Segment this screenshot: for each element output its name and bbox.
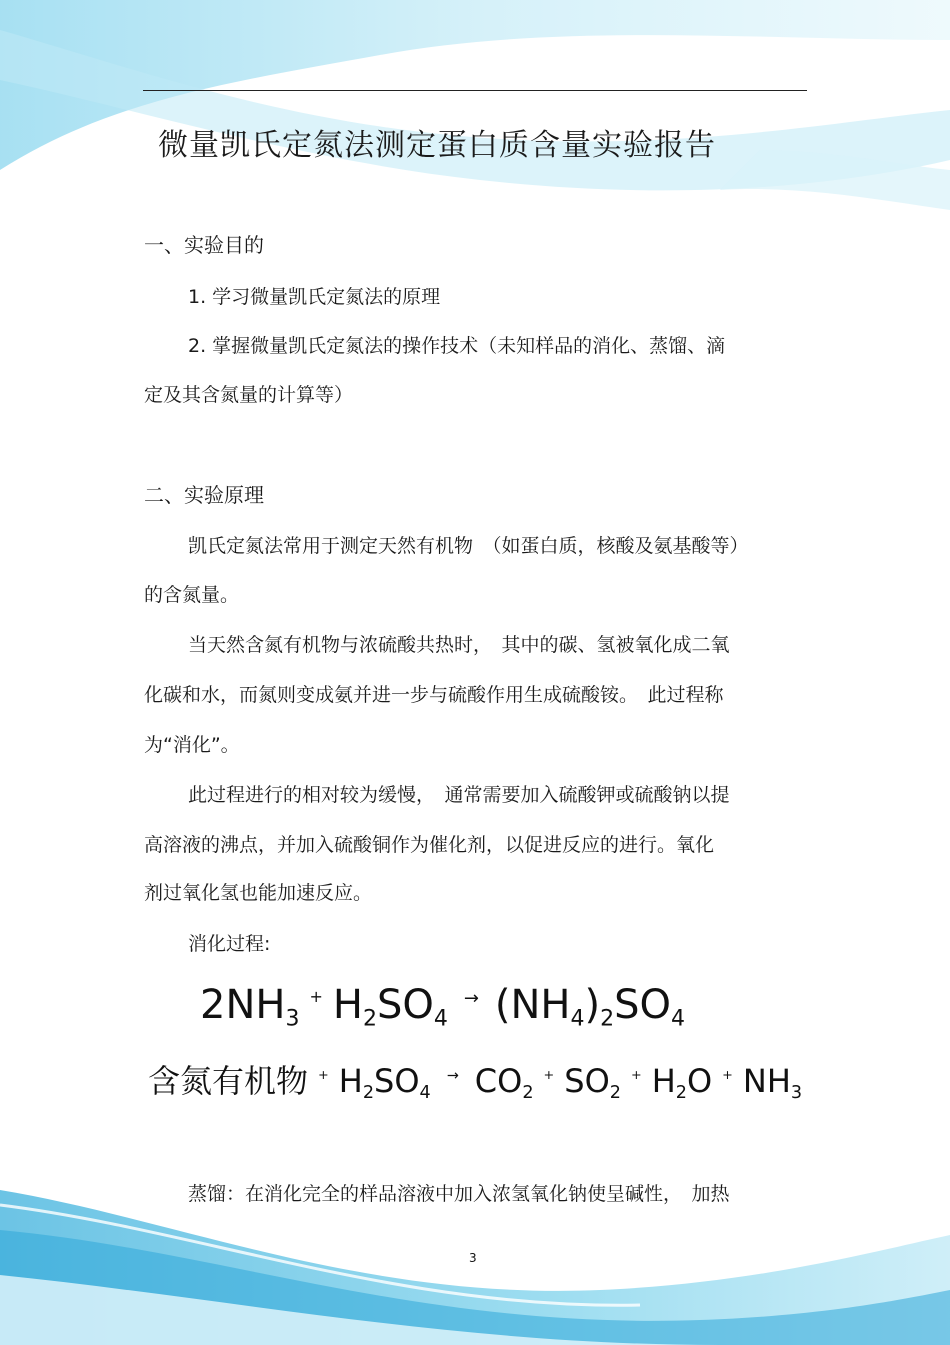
equation-organic-digestion — [148, 1056, 802, 1103]
eq2-term-organic: 含氮有机物 — [148, 1062, 309, 1100]
principle-line-1: 凯氏定氮法常用于测定天然有机物 （如蛋白质，核酸及氨基酸等） — [188, 535, 749, 557]
equation-ammonia-sulfuric — [200, 982, 685, 1032]
purpose-item-2: 2. 掌握微量凯氏定氮法的操作技术（未知样品的消化、蒸馏、滴 — [188, 335, 726, 357]
section-heading-purpose: 一、实验目的 — [144, 233, 264, 257]
eq2-plus-3: + — [630, 1068, 642, 1084]
digestion-label: 消化过程: — [188, 933, 271, 955]
eq1-term-a: 2NH — [200, 982, 286, 1028]
principle-line-8: 剂过氧化氢也能加速反应。 — [144, 882, 373, 904]
eq1-sub-b2: 4 — [433, 1006, 448, 1032]
eq2-sub-so: 2 — [609, 1083, 621, 1104]
eq2-plus-2: + — [543, 1068, 555, 1084]
eq2-term-nh: NH — [742, 1062, 791, 1100]
eq2-sub-h: 2 — [675, 1083, 687, 1104]
eq2-term-b2: SO — [374, 1062, 420, 1100]
section-heading-principle: 二、实验原理 — [144, 483, 264, 507]
eq2-sub-co: 2 — [522, 1083, 534, 1104]
eq1-sub-b: 2 — [362, 1006, 377, 1032]
document-title: 微量凯氏定氮法测定蛋白质含量实验报告 — [158, 128, 716, 163]
eq2-sub-b: 2 — [362, 1083, 375, 1104]
principle-line-7: 高溶液的沸点，并加入硫酸铜作为催化剂，以促进反应的进行。氧化 — [144, 834, 715, 856]
eq2-plus-1: + — [318, 1068, 329, 1084]
eq1-term-c: (NH — [494, 982, 571, 1028]
principle-line-2: 的含氮量。 — [144, 584, 240, 606]
eq2-term-h: H — [651, 1062, 676, 1100]
eq1-sub-c3: 4 — [671, 1006, 685, 1032]
eq1-sub-a: 3 — [285, 1006, 300, 1032]
eq2-arrow: → — [446, 1068, 459, 1085]
principle-line-6: 此过程进行的相对较为缓慢， 通常需要加入硫酸钾或硫酸钠以提 — [188, 784, 730, 806]
eq1-plus: + — [309, 987, 323, 1006]
distillation-line: 蒸馏：在消化完全的样品溶液中加入浓氢氧化钠使呈碱性， 加热 — [188, 1183, 730, 1205]
eq1-sub-c: 4 — [570, 1006, 585, 1032]
eq2-sub-nh: 3 — [790, 1083, 803, 1104]
eq2-term-o: O — [686, 1062, 713, 1100]
eq2-plus-4: + — [722, 1068, 733, 1084]
eq2-term-b: H — [338, 1062, 363, 1100]
page-number: 3 — [469, 1251, 477, 1265]
principle-line-3: 当天然含氮有机物与浓硫酸共热时， 其中的碳、氢被氧化成二氧 — [188, 634, 730, 656]
eq1-term-c3: SO — [614, 982, 671, 1028]
purpose-item-2-cont: 定及其含氮量的计算等） — [144, 384, 354, 406]
header-rule — [143, 90, 807, 91]
eq1-term-c2: ) — [584, 982, 601, 1028]
eq2-sub-b2: 4 — [419, 1083, 431, 1104]
eq1-arrow: → — [463, 987, 479, 1009]
purpose-item-1: 1. 学习微量凯氏定氮法的原理 — [188, 286, 441, 308]
eq1-sub-c2: 2 — [600, 1006, 615, 1032]
principle-line-5: 为“消化”。 — [144, 734, 240, 756]
eq2-term-co: CO — [474, 1062, 523, 1100]
eq1-term-b: H — [332, 982, 363, 1028]
eq1-term-b2: SO — [376, 982, 434, 1028]
eq2-term-so: SO — [564, 1062, 610, 1100]
principle-line-4: 化碳和水，而氮则变成氨并进一步与硫酸作用生成硫酸铵。 此过程称 — [144, 684, 724, 706]
